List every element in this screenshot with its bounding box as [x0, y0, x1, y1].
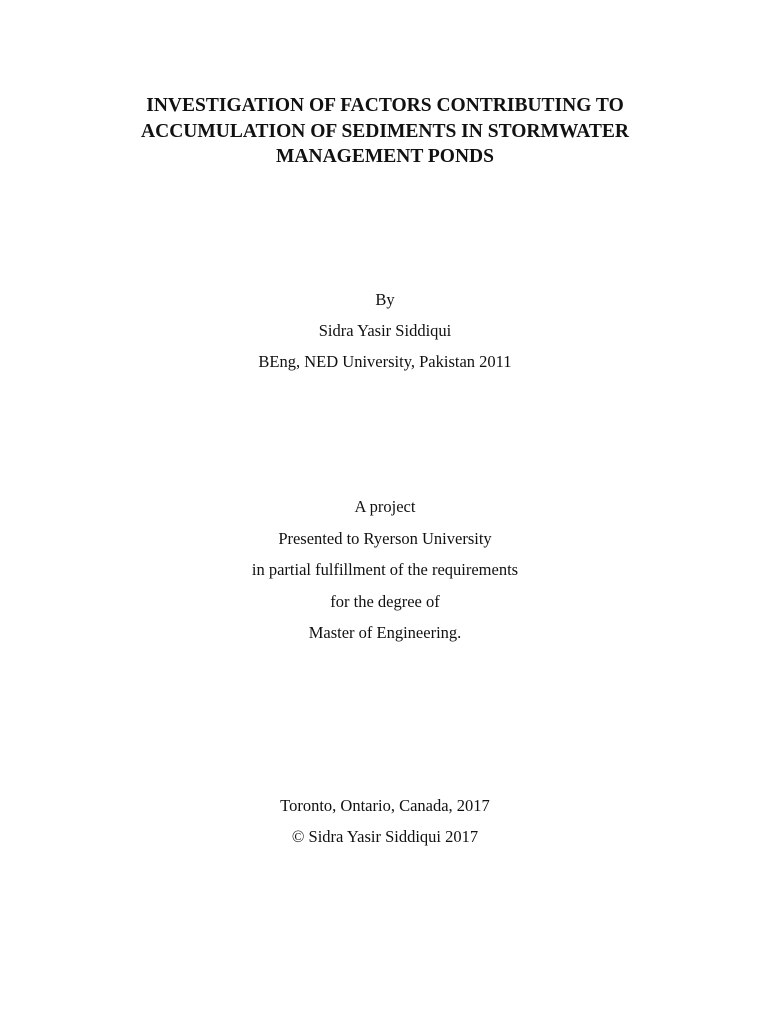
submission-statement	[120, 491, 650, 649]
title-line-2: ACCUMULATION OF SEDIMENTS IN STORMWATER	[141, 120, 629, 142]
title-line-3: MANAGEMENT PONDS	[276, 146, 494, 167]
copyright-notice: © Sidra Yasir Siddiqui 2017	[291, 827, 479, 846]
place-date: Toronto, Ontario, Canada, 2017	[280, 796, 490, 815]
place-and-copyright	[120, 790, 650, 852]
by-label: By	[375, 290, 395, 309]
title-line-1: INVESTIGATION OF FACTORS CONTRIBUTING TO	[146, 95, 624, 116]
submission-line-2: Presented to Ryerson University	[278, 528, 492, 548]
submission-line-3: in partial fulfillment of the requirements	[251, 560, 519, 579]
document-title	[100, 93, 670, 170]
author-name: Sidra Yasir Siddiqui	[318, 321, 452, 340]
submission-line-1: A project	[354, 497, 416, 516]
submission-line-5: Master of Engineering.	[308, 623, 462, 642]
author-block	[120, 284, 650, 377]
author-credentials: BEng, NED University, Pakistan 2011	[258, 352, 512, 371]
submission-line-4: for the degree of	[330, 591, 440, 611]
